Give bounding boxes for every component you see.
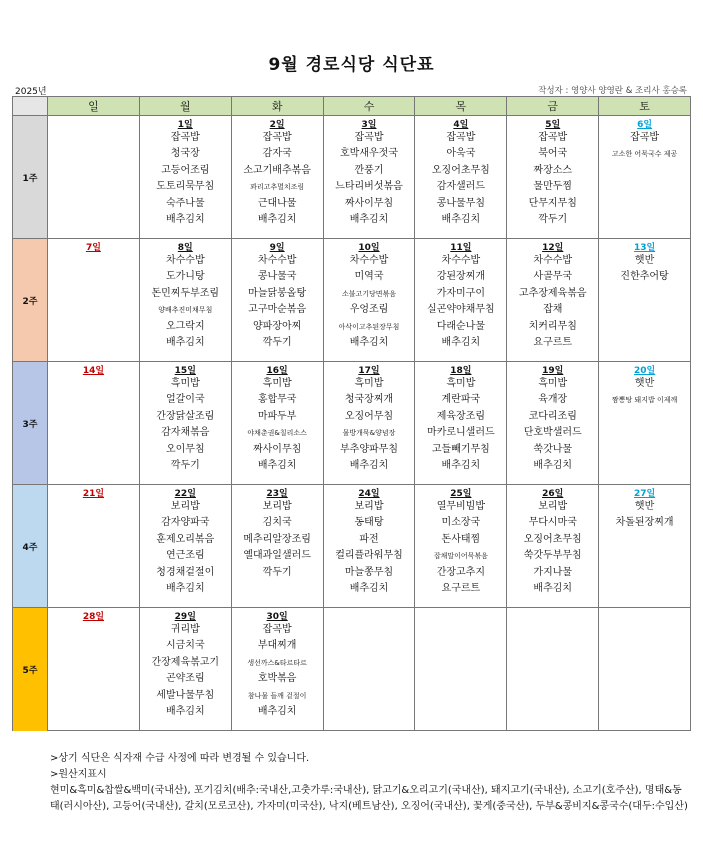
menu-item: 돈민찌두부조림 bbox=[151, 287, 220, 299]
menu-cell-wed bbox=[323, 622, 415, 731]
menu-item: 오징어초무침 bbox=[523, 533, 582, 545]
menu-item: 연근조림 bbox=[165, 550, 205, 562]
menu-items bbox=[140, 130, 231, 228]
menu-item: 배추김치 bbox=[165, 336, 205, 348]
menu-item: 미소장국 bbox=[441, 517, 481, 529]
menu-row bbox=[13, 499, 691, 608]
menu-item: 물방개묵&양념장 bbox=[342, 429, 396, 438]
menu-item: 아욱국 bbox=[446, 148, 476, 160]
menu-cell-thu bbox=[415, 253, 507, 362]
date-fri: 26일 bbox=[542, 488, 564, 499]
week-label: 5주 bbox=[13, 608, 48, 731]
date-wed: 17일 bbox=[358, 365, 380, 376]
menu-item: 깍두기 bbox=[262, 566, 292, 578]
menu-item: 시금치국 bbox=[165, 640, 205, 652]
date-tue: 9일 bbox=[269, 242, 285, 253]
date-row bbox=[13, 608, 691, 623]
menu-item: 차수수밥 bbox=[257, 255, 297, 266]
menu-item: 컬리플라워무침 bbox=[335, 550, 403, 562]
menu-item: 배추김치 bbox=[165, 213, 205, 225]
menu-item: 보리밥 bbox=[262, 501, 292, 512]
date-row bbox=[13, 362, 691, 377]
menu-item: 치커리무침 bbox=[528, 320, 577, 332]
menu-items bbox=[140, 376, 231, 474]
menu-items bbox=[232, 130, 323, 228]
date-cell bbox=[48, 116, 140, 131]
header-thursday: 목 bbox=[415, 97, 507, 116]
date-wed: 24일 bbox=[358, 488, 380, 499]
menu-cell-thu bbox=[415, 130, 507, 239]
menu-cell-mon bbox=[139, 499, 231, 608]
menu-item: 북어국 bbox=[538, 148, 568, 160]
week-label: 4주 bbox=[13, 485, 48, 608]
menu-row bbox=[13, 253, 691, 362]
menu-item: 보리밥 bbox=[170, 501, 200, 512]
date-row bbox=[13, 239, 691, 254]
menu-items bbox=[324, 376, 415, 474]
date-cell bbox=[599, 362, 691, 377]
date-cell bbox=[599, 116, 691, 131]
menu-item: 무다시마국 bbox=[528, 517, 577, 529]
menu-items bbox=[415, 376, 506, 474]
menu-item: 햇반 bbox=[634, 501, 655, 512]
menu-item: 차돌된장찌개 bbox=[615, 517, 674, 529]
date-cell bbox=[323, 239, 415, 254]
menu-item: 오징어무침 bbox=[344, 410, 394, 422]
menu-items bbox=[415, 499, 506, 597]
date-fri: 19일 bbox=[542, 365, 564, 376]
menu-cell-wed bbox=[323, 130, 415, 239]
menu-item: 오징어초무침 bbox=[431, 164, 490, 176]
menu-items bbox=[140, 253, 231, 351]
menu-items bbox=[599, 130, 690, 163]
menu-item: 청국장 bbox=[170, 148, 200, 160]
menu-item: 요구르트 bbox=[441, 582, 481, 594]
date-thu: 18일 bbox=[450, 365, 472, 376]
menu-row bbox=[13, 130, 691, 239]
menu-item: 깍두기 bbox=[170, 459, 200, 471]
header-monday: 월 bbox=[139, 97, 231, 116]
menu-cell-fri bbox=[507, 130, 599, 239]
menu-item: 배추김치 bbox=[257, 705, 297, 717]
menu-item: 도토리묵무침 bbox=[156, 181, 215, 193]
menu-item: 마카로니샐러드 bbox=[427, 427, 495, 439]
menu-item: 메추리알장조림 bbox=[243, 533, 311, 545]
date-cell bbox=[415, 362, 507, 377]
date-wed: 3일 bbox=[361, 119, 377, 130]
date-cell bbox=[415, 485, 507, 500]
menu-item: 차수수밥 bbox=[441, 255, 481, 266]
menu-cell-sat bbox=[599, 622, 691, 731]
menu-cell-sun bbox=[48, 376, 140, 485]
menu-items bbox=[232, 376, 323, 474]
menu-item: 마파두부 bbox=[257, 410, 297, 422]
menu-item: 배추김치 bbox=[165, 705, 205, 717]
menu-item: 파전 bbox=[359, 533, 379, 545]
menu-item: 흑미밥 bbox=[538, 378, 568, 389]
date-cell bbox=[323, 608, 415, 623]
menu-cell-wed bbox=[323, 499, 415, 608]
date-sun: 21일 bbox=[82, 488, 105, 499]
date-mon: 1일 bbox=[177, 119, 193, 130]
date-tue: 2일 bbox=[269, 119, 285, 130]
menu-item: 잡곡밥 bbox=[630, 132, 660, 143]
menu-item: 보리밥 bbox=[354, 501, 384, 512]
menu-cell-mon bbox=[139, 622, 231, 731]
menu-cell-fri bbox=[507, 499, 599, 608]
date-cell bbox=[323, 362, 415, 377]
menu-item: 감자국 bbox=[262, 148, 292, 160]
menu-items bbox=[140, 499, 231, 597]
menu-cell-thu bbox=[415, 376, 507, 485]
menu-item: 햇반 bbox=[634, 255, 655, 266]
date-cell bbox=[48, 608, 140, 623]
notes-origin-text: 현미&흑미&찹쌀&백미(국내산), 포기김치(배추:국내산,고춧가루:국내산), 닭고기&오리고기(국내산), 돼지고기(국내산), 소고기(호주산), 명태&동태(러시아산), 고등어(국내산), 갈치(모로코산), 가자미(미국산), 낙지(베트남산), 오징어(국내산), 꽃게(중국산), 두부&콩비지&콩국수(대두:수입산) bbox=[50, 785, 688, 812]
author-label: 작성자 : 영양사 양영란 & 조리사 홍승록 bbox=[538, 86, 687, 96]
menu-items bbox=[415, 130, 506, 228]
menu-item: 잡곡밥 bbox=[446, 132, 476, 143]
menu-cell-sat bbox=[599, 130, 691, 239]
menu-items bbox=[599, 499, 690, 532]
date-cell bbox=[48, 239, 140, 254]
menu-item: 배추김치 bbox=[533, 459, 573, 471]
menu-item: 쑥갓두부무침 bbox=[523, 550, 582, 562]
menu-item: 돈사태찜 bbox=[441, 533, 481, 545]
menu-item: 물만두찜 bbox=[533, 181, 573, 193]
menu-item: 부추양파무침 bbox=[340, 443, 398, 455]
menu-cell-sun bbox=[48, 130, 140, 239]
header-saturday: 토 bbox=[599, 97, 691, 116]
menu-item: 다래순나물 bbox=[436, 320, 486, 332]
date-cell bbox=[231, 608, 323, 623]
menu-cell-thu bbox=[415, 499, 507, 608]
year-label: 2025년 bbox=[15, 87, 47, 97]
date-sun: 28일 bbox=[82, 611, 105, 622]
menu-item: 쑥갓나물 bbox=[533, 443, 573, 455]
menu-items bbox=[415, 253, 506, 351]
menu-item: 잡곡밥 bbox=[354, 132, 384, 143]
date-row bbox=[13, 116, 691, 131]
menu-item: 실곤약야채무침 bbox=[427, 304, 495, 316]
menu-item: 양배추진미채무침 bbox=[158, 306, 213, 315]
menu-item: 잡곡밥 bbox=[170, 132, 200, 143]
date-cell bbox=[415, 239, 507, 254]
menu-item: 계란파국 bbox=[441, 394, 481, 406]
date-sat: 6일 bbox=[637, 119, 653, 130]
menu-item: 단호박샐러드 bbox=[523, 427, 582, 439]
menu-item: 꽈리고추멸치조림 bbox=[250, 183, 305, 192]
date-thu: 4일 bbox=[453, 119, 469, 130]
menu-item: 배추김치 bbox=[533, 582, 573, 594]
date-cell bbox=[415, 608, 507, 623]
menu-item: 진한추어탕 bbox=[620, 271, 669, 283]
menu-item: 미역국 bbox=[354, 271, 384, 283]
menu-item: 보리밥 bbox=[538, 501, 568, 512]
menu-item: 흑미밥 bbox=[262, 378, 292, 389]
menu-item: 배추김치 bbox=[441, 213, 481, 225]
menu-item: 열무비빔밥 bbox=[436, 501, 486, 512]
date-cell bbox=[599, 239, 691, 254]
date-mon: 15일 bbox=[174, 365, 196, 376]
date-cell bbox=[231, 362, 323, 377]
date-cell bbox=[599, 608, 691, 623]
menu-item: 호박볶음 bbox=[257, 673, 297, 685]
menu-item: 깍두기 bbox=[262, 336, 292, 348]
menu-cell-tue bbox=[231, 499, 323, 608]
menu-item: 제육장조림 bbox=[436, 410, 486, 422]
menu-item: 소불고기당면볶음 bbox=[341, 289, 397, 298]
menu-items bbox=[507, 376, 598, 474]
menu-cell-wed bbox=[323, 376, 415, 485]
notes bbox=[50, 751, 690, 815]
date-cell bbox=[507, 362, 599, 377]
menu-item: 짜장소스 bbox=[533, 164, 573, 176]
menu-body bbox=[13, 116, 691, 731]
menu-item: 햇반 bbox=[634, 378, 655, 389]
menu-item: 흑미밥 bbox=[446, 378, 476, 389]
page-title: 9월 경로식당 식단표 bbox=[268, 55, 435, 75]
menu-cell-thu bbox=[415, 622, 507, 731]
menu-item: 근대나물 bbox=[257, 197, 297, 209]
menu-item: 부대찌개 bbox=[257, 640, 297, 652]
menu-item: 차수수밥 bbox=[533, 255, 573, 266]
date-cell bbox=[48, 362, 140, 377]
date-sat: 27일 bbox=[633, 488, 656, 499]
menu-item: 느타리버섯볶음 bbox=[335, 181, 403, 193]
menu-items bbox=[232, 499, 323, 581]
menu-item: 배추김치 bbox=[349, 213, 389, 225]
menu-item: 아삭이고추된장무침 bbox=[338, 322, 400, 331]
menu-item: 배추김치 bbox=[349, 459, 389, 471]
date-thu: 25일 bbox=[450, 488, 472, 499]
menu-item: 간장제육볶고기 bbox=[151, 656, 220, 668]
menu-items bbox=[140, 622, 231, 720]
menu-item: 소고기배추볶음 bbox=[243, 164, 311, 176]
date-cell bbox=[415, 116, 507, 131]
date-cell bbox=[599, 485, 691, 500]
menu-item: 배추김치 bbox=[257, 213, 297, 225]
menu-items bbox=[324, 253, 415, 351]
date-cell bbox=[139, 608, 231, 623]
menu-item: 가자미구이 bbox=[436, 287, 486, 299]
menu-cell-mon bbox=[139, 130, 231, 239]
menu-cell-sat bbox=[599, 376, 691, 485]
notes-disclaimer: >상기 식단은 식자재 수급 사정에 따라 변경될 수 있습니다. bbox=[50, 753, 310, 764]
menu-item: 고등어조림 bbox=[161, 164, 210, 176]
menu-item: 사골무국 bbox=[533, 271, 573, 283]
header-friday: 금 bbox=[507, 97, 599, 116]
menu-item: 청경채겉절이 bbox=[156, 566, 215, 578]
menu-item: 콩나물국 bbox=[257, 271, 297, 283]
menu-item: 양파장아찌 bbox=[252, 320, 302, 332]
date-cell bbox=[48, 485, 140, 500]
date-cell bbox=[507, 239, 599, 254]
menu-cell-mon bbox=[139, 253, 231, 362]
menu-item: 훈제오리볶음 bbox=[156, 533, 215, 545]
menu-item: 귀리밥 bbox=[170, 624, 200, 635]
menu-item: 김치국 bbox=[262, 517, 292, 529]
menu-cell-fri bbox=[507, 622, 599, 731]
menu-item: 숙주나물 bbox=[165, 197, 205, 209]
menu-item: 고소한 어묵국수 제공 bbox=[611, 150, 678, 159]
menu-item: 짜사이무침 bbox=[252, 443, 302, 455]
date-cell bbox=[231, 239, 323, 254]
menu-item: 코다리조림 bbox=[528, 410, 577, 422]
menu-items bbox=[324, 130, 415, 228]
date-cell bbox=[507, 116, 599, 131]
menu-item: 감자채볶음 bbox=[161, 427, 210, 439]
menu-item: 요구르트 bbox=[533, 336, 573, 348]
menu-items bbox=[599, 253, 690, 286]
date-cell bbox=[507, 608, 599, 623]
menu-cell-fri bbox=[507, 253, 599, 362]
menu-item: 콩나물무침 bbox=[436, 197, 486, 209]
date-cell bbox=[323, 116, 415, 131]
menu-cell-tue bbox=[231, 253, 323, 362]
menu-item: 간장고추지 bbox=[436, 566, 486, 578]
menu-item: 감자양파국 bbox=[161, 517, 210, 529]
menu-item: 잡채 bbox=[543, 304, 563, 316]
date-wed: 10일 bbox=[358, 242, 380, 253]
menu-items bbox=[324, 499, 415, 597]
date-cell bbox=[507, 485, 599, 500]
date-mon: 29일 bbox=[174, 611, 196, 622]
menu-items bbox=[507, 130, 598, 228]
date-sat: 13일 bbox=[633, 242, 656, 253]
menu-item: 흑미밥 bbox=[170, 378, 200, 389]
date-sun: 14일 bbox=[82, 365, 105, 376]
date-fri: 12일 bbox=[542, 242, 564, 253]
menu-item: 우엉조림 bbox=[349, 304, 389, 316]
menu-item: 차수수밥 bbox=[165, 255, 205, 266]
menu-item: 동태탕 bbox=[354, 517, 384, 529]
menu-item: 육개장 bbox=[538, 394, 568, 406]
menu-item: 마늘쫑무침 bbox=[344, 566, 394, 578]
header-tuesday: 화 bbox=[231, 97, 323, 116]
date-sun: 7일 bbox=[85, 242, 101, 253]
date-cell bbox=[231, 485, 323, 500]
date-tue: 16일 bbox=[266, 365, 288, 376]
menu-items bbox=[599, 376, 690, 409]
menu-cell-mon bbox=[139, 376, 231, 485]
menu-item: 배추김치 bbox=[349, 336, 389, 348]
week-label: 1주 bbox=[13, 116, 48, 239]
date-sat: 20일 bbox=[633, 365, 656, 376]
menu-item: 깍두기 bbox=[538, 213, 568, 225]
menu-item: 짜사이무침 bbox=[344, 197, 394, 209]
menu-item: 간장닭살조림 bbox=[156, 410, 215, 422]
menu-items bbox=[232, 622, 323, 720]
menu-item: 마늘닭봉올탕 bbox=[248, 287, 307, 299]
menu-item: 배추김치 bbox=[349, 582, 389, 594]
notes-origin-title: >원산지표시 bbox=[50, 769, 107, 780]
menu-cell-tue bbox=[231, 622, 323, 731]
menu-item: 흑미밥 bbox=[354, 378, 384, 389]
date-cell bbox=[139, 485, 231, 500]
menu-cell-fri bbox=[507, 376, 599, 485]
menu-item: 깐풍기 bbox=[354, 164, 384, 176]
menu-item: 고추장제육볶음 bbox=[518, 287, 587, 299]
menu-item: 야채춘권&칠리소스 bbox=[247, 429, 307, 438]
date-tue: 23일 bbox=[266, 488, 288, 499]
menu-items bbox=[507, 499, 598, 597]
menu-row bbox=[13, 622, 691, 731]
date-fri: 5일 bbox=[545, 119, 561, 130]
menu-cell-sat bbox=[599, 499, 691, 608]
menu-cell-sun bbox=[48, 499, 140, 608]
week-label: 3주 bbox=[13, 362, 48, 485]
menu-item: 오이무침 bbox=[165, 443, 205, 455]
menu-item: 잡곡밥 bbox=[262, 624, 292, 635]
week-label: 2주 bbox=[13, 239, 48, 362]
menu-cell-sat bbox=[599, 253, 691, 362]
menu-item: 잡채말이어묵볶음 bbox=[433, 552, 488, 561]
menu-item: 참나물 들깨 겉절이 bbox=[247, 691, 307, 700]
date-thu: 11일 bbox=[450, 242, 472, 253]
menu-item: 곤약조림 bbox=[165, 673, 205, 685]
menu-cell-sun bbox=[48, 253, 140, 362]
date-mon: 8일 bbox=[177, 242, 193, 253]
date-cell bbox=[139, 239, 231, 254]
date-tue: 30일 bbox=[266, 611, 288, 622]
menu-item: 청국장찌개 bbox=[344, 394, 394, 406]
menu-table bbox=[12, 96, 691, 731]
menu-cell-sun bbox=[48, 622, 140, 731]
menu-item: 얼갈이국 bbox=[165, 394, 205, 406]
menu-item: 강된장찌개 bbox=[436, 271, 486, 283]
menu-item: 배추김치 bbox=[441, 336, 481, 348]
menu-row bbox=[13, 376, 691, 485]
weekday-header-row bbox=[13, 97, 691, 116]
menu-cell-wed bbox=[323, 253, 415, 362]
menu-item: 감자샐러드 bbox=[436, 181, 486, 193]
menu-item: 차수수밥 bbox=[349, 255, 389, 266]
date-cell bbox=[231, 116, 323, 131]
menu-item: 옐대과일샐러드 bbox=[243, 550, 311, 562]
menu-item: 배추김치 bbox=[165, 582, 205, 594]
date-mon: 22일 bbox=[174, 488, 196, 499]
menu-item: 도가니탕 bbox=[165, 271, 205, 283]
date-row bbox=[13, 485, 691, 500]
menu-items bbox=[507, 253, 598, 351]
date-cell bbox=[139, 362, 231, 377]
menu-item: 가지나물 bbox=[533, 566, 573, 578]
menu-item: 오그락지 bbox=[165, 320, 205, 332]
header-sunday: 일 bbox=[48, 97, 140, 116]
menu-item: 홍합무국 bbox=[257, 394, 297, 406]
menu-item: 잡곡밥 bbox=[538, 132, 568, 143]
date-cell bbox=[139, 116, 231, 131]
menu-item: 단무지무침 bbox=[528, 197, 577, 209]
menu-item: 배추김치 bbox=[257, 459, 297, 471]
header-corner bbox=[13, 97, 48, 116]
menu-item: 고구마순볶음 bbox=[248, 304, 307, 316]
menu-item: 짬뽕탕 돼지밥 이제깨 bbox=[611, 396, 678, 405]
menu-item: 생선까스&타르타르 bbox=[247, 658, 307, 667]
menu-item: 세발나물무침 bbox=[156, 689, 215, 701]
menu-item: 잡곡밥 bbox=[262, 132, 292, 143]
menu-item: 배추김치 bbox=[441, 459, 481, 471]
header-wednesday: 수 bbox=[323, 97, 415, 116]
menu-item: 호박새우젓국 bbox=[340, 148, 398, 160]
menu-item: 고들빼기무침 bbox=[431, 443, 490, 455]
date-cell bbox=[323, 485, 415, 500]
menu-cell-tue bbox=[231, 130, 323, 239]
menu-cell-tue bbox=[231, 376, 323, 485]
menu-items bbox=[232, 253, 323, 351]
